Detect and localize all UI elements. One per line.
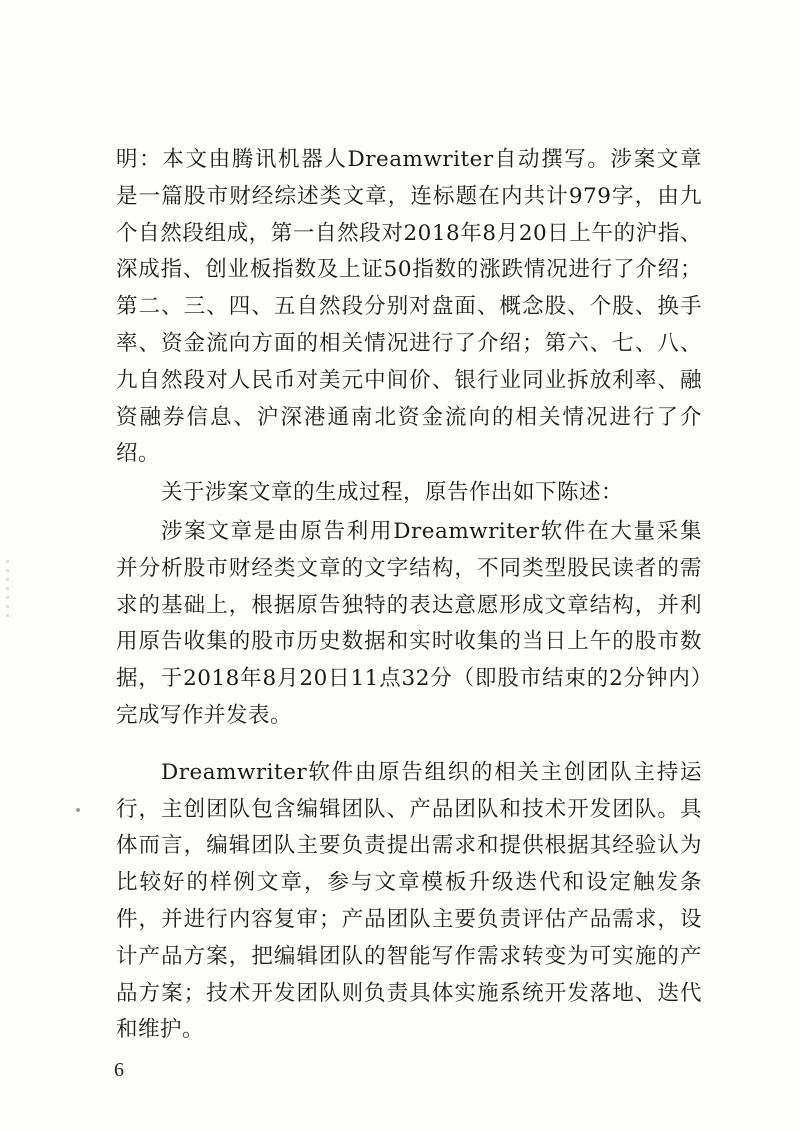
paragraph-statement-intro: 关于涉案文章的生成过程，原告作出如下陈述： bbox=[161, 480, 624, 506]
paragraph-generation-process: 涉案文章是由原告利用Dreamwriter软件在大量采集并分析股市财经类文章的文字结构，不同类型股民读者的需求的基础上，根据原告独特的表达意愿形成文章结构，并利用原告收集的股市历史数据和实时收集的当日上午的股市数据，于2018年8月20日11点32分（即股市结束的2分钟内）完成写作并发表。 bbox=[116, 518, 702, 728]
scan-dot bbox=[76, 808, 80, 812]
paragraph-team-description: Dreamwriter软件由原告组织的相关主创团队主持运行，主创团队包含编辑团队、产品团队和技术开发团队。具体而言，编辑团队主要负责提出需求和提供根据其经验认为比较好的样例文章，参与文章模板升级迭代和设定触发条件，并进行内容复审；产品团队主要负责评估产品需求，设计产品方案，把编辑团队的智能写作需求转变为可实施的产品方案；技术开发团队则负责具体实施系统开发落地、迭代和维护。 bbox=[116, 759, 702, 1043]
document-body bbox=[116, 142, 702, 1049]
page-number: 6 bbox=[114, 1059, 124, 1081]
paragraph-continuation: 明：本文由腾讯机器人Dreamwriter自动撰写。涉案文章是一篇股市财经综述类文章，连标题在内共计979字，由九个自然段组成，第一自然段对2018年8月20日上午的沪指、深成指、创业板指数及上证50指数的涨跌情况进行了介绍；第二、三、四、五自然段分别对盘面、概念股、个股、换手率、资金流向方面的相关情况进行了介绍；第六、七、八、九自然段对人民币对美元中间价、银行业同业拆放利率、融资融券信息、沪深港通南北资金流向的相关情况进行了介绍。 bbox=[116, 147, 702, 467]
scan-artifact bbox=[6, 560, 9, 620]
